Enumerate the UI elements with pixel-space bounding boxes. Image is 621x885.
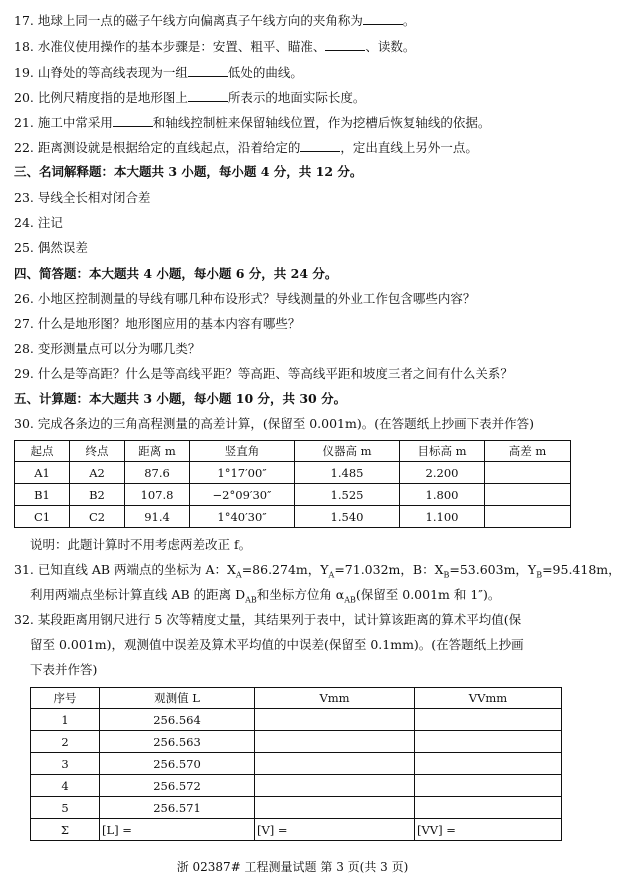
table-cell: 3 (31, 753, 100, 775)
table-cell (255, 731, 415, 753)
table-header-cell: 目标高 m (400, 441, 485, 462)
table-cell: 256.563 (100, 731, 255, 753)
table-triangle-height (14, 440, 571, 528)
question-20 (14, 89, 365, 106)
subscript: A (328, 570, 335, 580)
table-cell: 1.540 (295, 506, 400, 528)
question-text: =86.274m，Y (241, 562, 329, 577)
table-cell: 1.485 (295, 462, 400, 484)
table-header-cell: 高差 m (485, 441, 571, 462)
question-text: 18. 水准仪使用操作的基本步骤是：安置、粗平、瞄准、 (14, 39, 326, 54)
question-text: (保留至 0.001m 和 1″)。 (355, 587, 501, 602)
table-cell (485, 462, 571, 484)
table-cell (415, 797, 562, 819)
question-text: 、读数。 (365, 39, 416, 54)
answer-blank (113, 114, 153, 127)
question-text: 所表示的地面实际长度。 (227, 90, 366, 105)
table-header-row (15, 441, 571, 462)
table-sum-row (31, 819, 562, 841)
table-header-cell: 观测值 L (100, 688, 255, 709)
table-cell (415, 731, 562, 753)
table-cell: 1°17′00″ (190, 462, 295, 484)
question-28: 28. 变形测量点可以分为哪几类？ (14, 341, 201, 356)
answer-blank (363, 12, 403, 25)
question-30: 30. 完成各条边的三角高程测量的高差计算，(保留至 0.001m)。(在答题纸上抄画下表并作答) (14, 416, 534, 431)
table-row (15, 462, 571, 484)
table-cell: Σ (31, 819, 100, 841)
section-4-title: 四、简答题：本大题共 4 小题，每小题 6 分，共 24 分。 (14, 266, 338, 281)
table-cell: C2 (70, 506, 125, 528)
table-cell: 1.800 (400, 484, 485, 506)
question-31-line-1 (14, 562, 621, 584)
table-row (15, 506, 571, 528)
table-cell: 256.564 (100, 709, 255, 731)
question-text: 利用两端点坐标计算直线 AB 的距离 D (30, 587, 246, 602)
table-cell: C1 (15, 506, 70, 528)
subscript: B (443, 570, 450, 580)
table-cell: 1.525 (295, 484, 400, 506)
table-cell (255, 775, 415, 797)
table-row (31, 753, 562, 775)
table-row (31, 709, 562, 731)
answer-blank (188, 64, 228, 77)
question-24: 24. 注记 (14, 215, 63, 230)
subscript: AB (344, 595, 356, 605)
table-cell (415, 753, 562, 775)
table-cell (255, 797, 415, 819)
question-23: 23. 导线全长相对闭合差 (14, 190, 151, 205)
question-19 (14, 64, 303, 81)
question-text: 17. 地球上同一点的磁子午线方向偏离真子午线方向的夹角称为 (14, 13, 363, 28)
table-distance-measurements (30, 687, 562, 841)
table-cell: 256.572 (100, 775, 255, 797)
table-cell: 2 (31, 731, 100, 753)
table-cell: −2°09′30″ (190, 484, 295, 506)
question-text: 和轴线控制桩来保留轴线位置，作为挖槽后恢复轴线的依据。 (152, 115, 491, 130)
table-row (31, 731, 562, 753)
question-26: 26. 小地区控制测量的导线有哪几种布设形式？导线测量的外业工作包含哪些内容？ (14, 291, 476, 306)
section-5-title: 五、计算题：本大题共 3 小题，每小题 10 分，共 30 分。 (14, 391, 347, 406)
table-cell: 256.571 (100, 797, 255, 819)
table-header-cell: Vmm (255, 688, 415, 709)
table-header-cell: 仪器高 m (295, 441, 400, 462)
question-22 (14, 139, 478, 156)
table-note: 说明：此题计算时不用考虑两差改正 f。 (30, 537, 252, 552)
question-text: 。 (402, 13, 416, 28)
table-row (31, 797, 562, 819)
answer-blank (188, 89, 228, 102)
table-cell: 87.6 (125, 462, 190, 484)
table-header-cell: 竖直角 (190, 441, 295, 462)
question-32-line-3: 下表并作答) (30, 662, 98, 677)
table-cell: B2 (70, 484, 125, 506)
table-cell: 1 (31, 709, 100, 731)
question-text: =95.418m， (542, 562, 621, 577)
table-cell: 1.100 (400, 506, 485, 528)
table-header-cell: 起点 (15, 441, 70, 462)
question-32-line-2: 留至 0.001m)，观测值中误差及算术平均值的中误差(保留至 0.1mm)。(在答题纸上抄画 (30, 637, 524, 652)
table-cell (485, 506, 571, 528)
subscript: B (536, 570, 543, 580)
question-17 (14, 12, 415, 29)
table-cell: 107.8 (125, 484, 190, 506)
question-text: 22. 距离测设就是根据给定的直线起点，沿着给定的 (14, 140, 301, 155)
table-cell: [VV] = (415, 819, 562, 841)
table-cell: 91.4 (125, 506, 190, 528)
table-header-cell: 终点 (70, 441, 125, 462)
question-text: 21. 施工中常采用 (14, 115, 113, 130)
table-cell: B1 (15, 484, 70, 506)
question-text: 19. 山脊处的等高线表现为一组 (14, 65, 188, 80)
table-cell (485, 484, 571, 506)
question-text: 20. 比例尺精度指的是地形图上 (14, 90, 188, 105)
table-cell (255, 709, 415, 731)
question-text: 31. 已知直线 AB 两端点的坐标为 A：X (14, 562, 236, 577)
question-29: 29. 什么是等高距？什么是等高线平距？等高距、等高线平距和坡度三者之间有什么关系？ (14, 366, 513, 381)
answer-blank (300, 139, 340, 152)
subscript: A (235, 570, 242, 580)
question-27: 27. 什么是地形图？地形图应用的基本内容有哪些？ (14, 316, 301, 331)
subscript: AB (245, 595, 257, 605)
question-text: 和坐标方位角 α (256, 587, 345, 602)
question-text: =53.603m，Y (449, 562, 537, 577)
table-cell (415, 709, 562, 731)
table-header-cell: VVmm (415, 688, 562, 709)
page-footer: 浙 02387# 工程测量试题 第 3 页(共 3 页) (176, 860, 409, 874)
question-18 (14, 38, 415, 55)
table-header-cell: 序号 (31, 688, 100, 709)
answer-blank (325, 38, 365, 51)
table-cell: A1 (15, 462, 70, 484)
table-cell: A2 (70, 462, 125, 484)
table-cell: 256.570 (100, 753, 255, 775)
section-3-title: 三、名词解释题：本大题共 3 小题，每小题 4 分，共 12 分。 (14, 164, 363, 179)
table-row (15, 484, 571, 506)
question-21 (14, 114, 490, 131)
table-cell: 1°40′30″ (190, 506, 295, 528)
question-text: 低处的曲线。 (227, 65, 303, 80)
table-header-row (31, 688, 562, 709)
table-cell: [V] = (255, 819, 415, 841)
table-cell: [L] = (100, 819, 255, 841)
table-cell (255, 753, 415, 775)
question-31-line-2 (30, 587, 500, 609)
question-25: 25. 偶然误差 (14, 240, 88, 255)
table-cell: 2.200 (400, 462, 485, 484)
table-cell: 4 (31, 775, 100, 797)
table-cell (415, 775, 562, 797)
question-text: =71.032m，B：X (334, 562, 444, 577)
table-row (31, 775, 562, 797)
question-32-line-1: 32. 某段距离用钢尺进行 5 次等精度丈量，其结果列于表中，试计算该距离的算术平均值(保 (14, 612, 522, 627)
table-cell: 5 (31, 797, 100, 819)
table-header-cell: 距离 m (125, 441, 190, 462)
question-text: ，定出直线上另外一点。 (340, 140, 478, 155)
